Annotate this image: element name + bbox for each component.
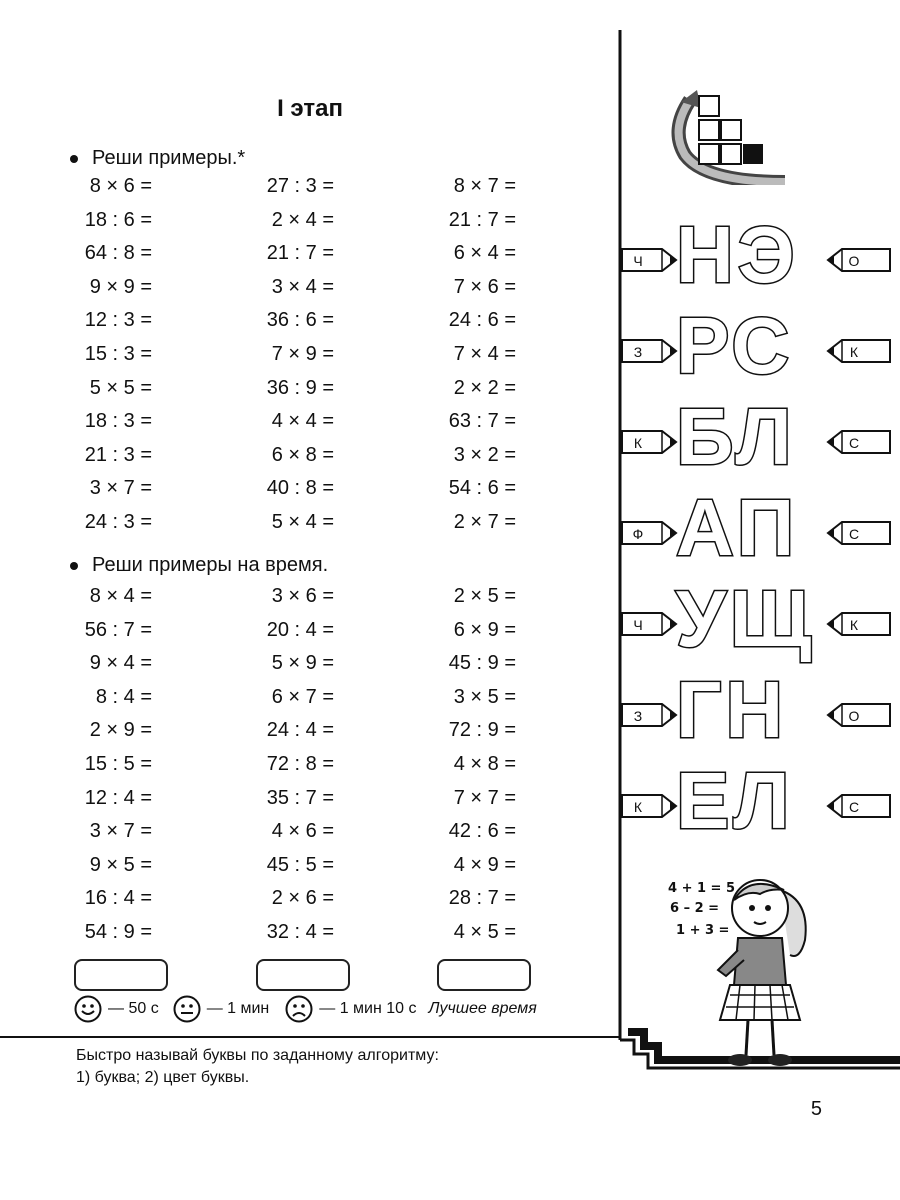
example-item: 12 : 4 = — [84, 786, 152, 809]
example-item: 63 : 7 = — [448, 410, 516, 433]
example-item: 18 : 3 = — [84, 410, 152, 433]
outline-letters: РС — [676, 301, 794, 390]
example-item: 16 : 4 = — [84, 887, 152, 910]
pencil-letter: О — [848, 708, 860, 724]
instruction-timed-text: Реши примеры на время. — [92, 554, 329, 576]
example-item: 3 × 7 = — [89, 477, 152, 500]
example-item: 6 × 4 = — [453, 242, 516, 265]
smiley-sad-icon — [285, 995, 313, 1023]
example-item: 2 × 7 = — [453, 511, 516, 533]
example-item: 8 × 7 = — [453, 175, 516, 197]
bottom-instruction — [76, 1045, 439, 1089]
example-item: 2 × 2 = — [453, 376, 516, 399]
pencil-icon — [826, 609, 892, 639]
pencil-letter: К — [849, 344, 859, 360]
example-item: 54 : 9 = — [84, 921, 152, 943]
example-item: 7 × 7 = — [453, 786, 516, 809]
example-item: 4 × 4 = — [271, 410, 334, 433]
example-item: 12 : 3 = — [84, 309, 152, 332]
pencil-letter: З — [633, 344, 643, 360]
pencil-icon — [826, 427, 892, 457]
arrow-squares-icon — [665, 90, 790, 185]
pencil-icon — [826, 518, 892, 548]
girl-board-line1: 4 + 1 = 5 — [668, 881, 736, 896]
pencil-icon — [826, 700, 892, 730]
example-item: 35 : 7 = — [266, 786, 334, 809]
pencil-letter: К — [633, 799, 643, 815]
example-item: 7 × 9 = — [271, 343, 334, 365]
stage-title: I этап — [277, 95, 343, 122]
example-item: 3 × 7 = — [89, 820, 152, 843]
example-item: 18 : 6 = — [84, 208, 152, 231]
example-item: 7 × 4 = — [453, 343, 516, 365]
smiley-neutral-icon — [173, 995, 201, 1023]
bottom-instruction-line1: Быстро называй буквы по заданному алгоритму: — [76, 1047, 439, 1064]
pencil-icon — [618, 700, 678, 730]
example-item: 9 × 4 = — [89, 652, 152, 675]
example-item: 4 × 6 = — [271, 820, 334, 843]
pencil-letter: О — [848, 253, 860, 269]
smiley-happy-icon — [74, 995, 102, 1023]
example-item: 24 : 3 = — [84, 511, 152, 533]
example-item: 5 × 5 = — [89, 376, 152, 399]
example-item: 8 × 6 = — [89, 175, 152, 197]
example-item: 6 × 9 = — [453, 618, 516, 641]
pencil-icon — [826, 245, 892, 275]
example-item: 3 × 6 = — [271, 585, 334, 607]
bullet-icon — [70, 562, 78, 570]
example-item: 3 × 5 = — [453, 685, 516, 708]
timer-box-1[interactable] — [74, 959, 168, 991]
example-item: 42 : 6 = — [448, 820, 516, 843]
outline-letters: ЕЛ — [676, 756, 794, 845]
pencil-icon — [618, 609, 678, 639]
example-item: 24 : 4 = — [266, 719, 334, 742]
bullet-icon — [70, 155, 78, 163]
time-legend — [74, 995, 537, 1023]
example-item: 72 : 8 = — [266, 753, 334, 775]
example-item: 36 : 9 = — [266, 376, 334, 399]
example-item: 21 : 7 = — [448, 208, 516, 231]
pencil-letter: З — [633, 708, 643, 724]
pencil-icon — [826, 791, 892, 821]
outline-letters: БЛ — [676, 392, 796, 481]
outline-letters: ГН — [676, 665, 788, 754]
pencil-icon — [618, 791, 678, 821]
outline-letters: УЩ — [676, 574, 816, 663]
pencil-letter: С — [848, 526, 860, 542]
example-item: 2 × 6 = — [271, 887, 334, 910]
example-item: 45 : 5 = — [266, 853, 334, 876]
example-item: 2 × 5 = — [453, 585, 516, 607]
pencil-letter: К — [849, 617, 859, 633]
pencil-letter: С — [848, 799, 860, 815]
example-item: 4 × 8 = — [453, 753, 516, 775]
example-item: 2 × 9 = — [89, 719, 152, 742]
example-item: 9 × 9 = — [89, 275, 152, 298]
bottom-instruction-line2: 1) буква; 2) цвет буквы. — [76, 1069, 250, 1086]
outline-letters: АП — [676, 483, 799, 572]
example-item: 5 × 4 = — [271, 511, 334, 533]
example-item: 9 × 5 = — [89, 853, 152, 876]
example-item: 20 : 4 = — [266, 618, 334, 641]
pencil-letter: Ф — [632, 526, 644, 542]
example-item: 2 × 4 = — [271, 208, 334, 231]
outline-letters: НЭ — [676, 210, 799, 299]
example-item: 8 : 4 = — [95, 685, 152, 708]
girl-illustration — [660, 860, 820, 1075]
legend-sad: — 1 мин 10 с — [319, 1000, 417, 1017]
example-item: 8 × 4 = — [89, 585, 152, 607]
example-item: 15 : 3 = — [84, 343, 152, 365]
pencil-icon — [618, 518, 678, 548]
pencil-icon — [826, 336, 892, 366]
example-item: 72 : 9 = — [448, 719, 516, 742]
example-item: 3 × 4 = — [271, 275, 334, 298]
example-item: 45 : 9 = — [448, 652, 516, 675]
example-item: 28 : 7 = — [448, 887, 516, 910]
legend-neutral: — 1 мин — [206, 1000, 270, 1017]
instruction-solve-text: Реши примеры.* — [92, 147, 246, 169]
example-item: 7 × 6 = — [453, 275, 516, 298]
girl-board-line3: 1 + 3 = — [676, 923, 730, 938]
example-item: 4 × 5 = — [453, 921, 516, 943]
timer-box-3[interactable] — [437, 959, 531, 991]
example-item: 6 × 8 = — [271, 443, 334, 466]
legend-happy: — 50 с — [108, 1000, 159, 1017]
example-item: 64 : 8 = — [84, 242, 152, 265]
pencil-letter: Ч — [633, 253, 643, 269]
instruction-timed — [70, 554, 328, 577]
example-item: 36 : 6 = — [266, 309, 334, 332]
example-item: 4 × 9 = — [453, 853, 516, 876]
instruction-solve — [70, 147, 245, 170]
example-item: 3 × 2 = — [453, 443, 516, 466]
example-item: 21 : 3 = — [84, 443, 152, 466]
example-item: 15 : 5 = — [84, 753, 152, 775]
pencil-letter: С — [848, 435, 860, 451]
pencil-letter: К — [633, 435, 643, 451]
section-divider — [0, 1036, 620, 1038]
example-item: 32 : 4 = — [266, 921, 334, 943]
pencil-letter: Ч — [633, 617, 643, 633]
example-item: 5 × 9 = — [271, 652, 334, 675]
example-item: 40 : 8 = — [266, 477, 334, 500]
girl-board-line2: 6 – 2 = — [670, 901, 720, 916]
example-item: 54 : 6 = — [448, 477, 516, 500]
timer-box-2[interactable] — [256, 959, 350, 991]
example-item: 56 : 7 = — [84, 618, 152, 641]
pencil-icon — [618, 245, 678, 275]
example-item: 24 : 6 = — [448, 309, 516, 332]
legend-best-time: Лучшее время — [428, 1000, 537, 1017]
example-item: 27 : 3 = — [266, 175, 334, 197]
page-number: 5 — [810, 1098, 822, 1120]
pencil-icon — [618, 427, 678, 457]
example-item: 21 : 7 = — [266, 242, 334, 265]
pencil-icon — [618, 336, 678, 366]
example-item: 6 × 7 = — [271, 685, 334, 708]
